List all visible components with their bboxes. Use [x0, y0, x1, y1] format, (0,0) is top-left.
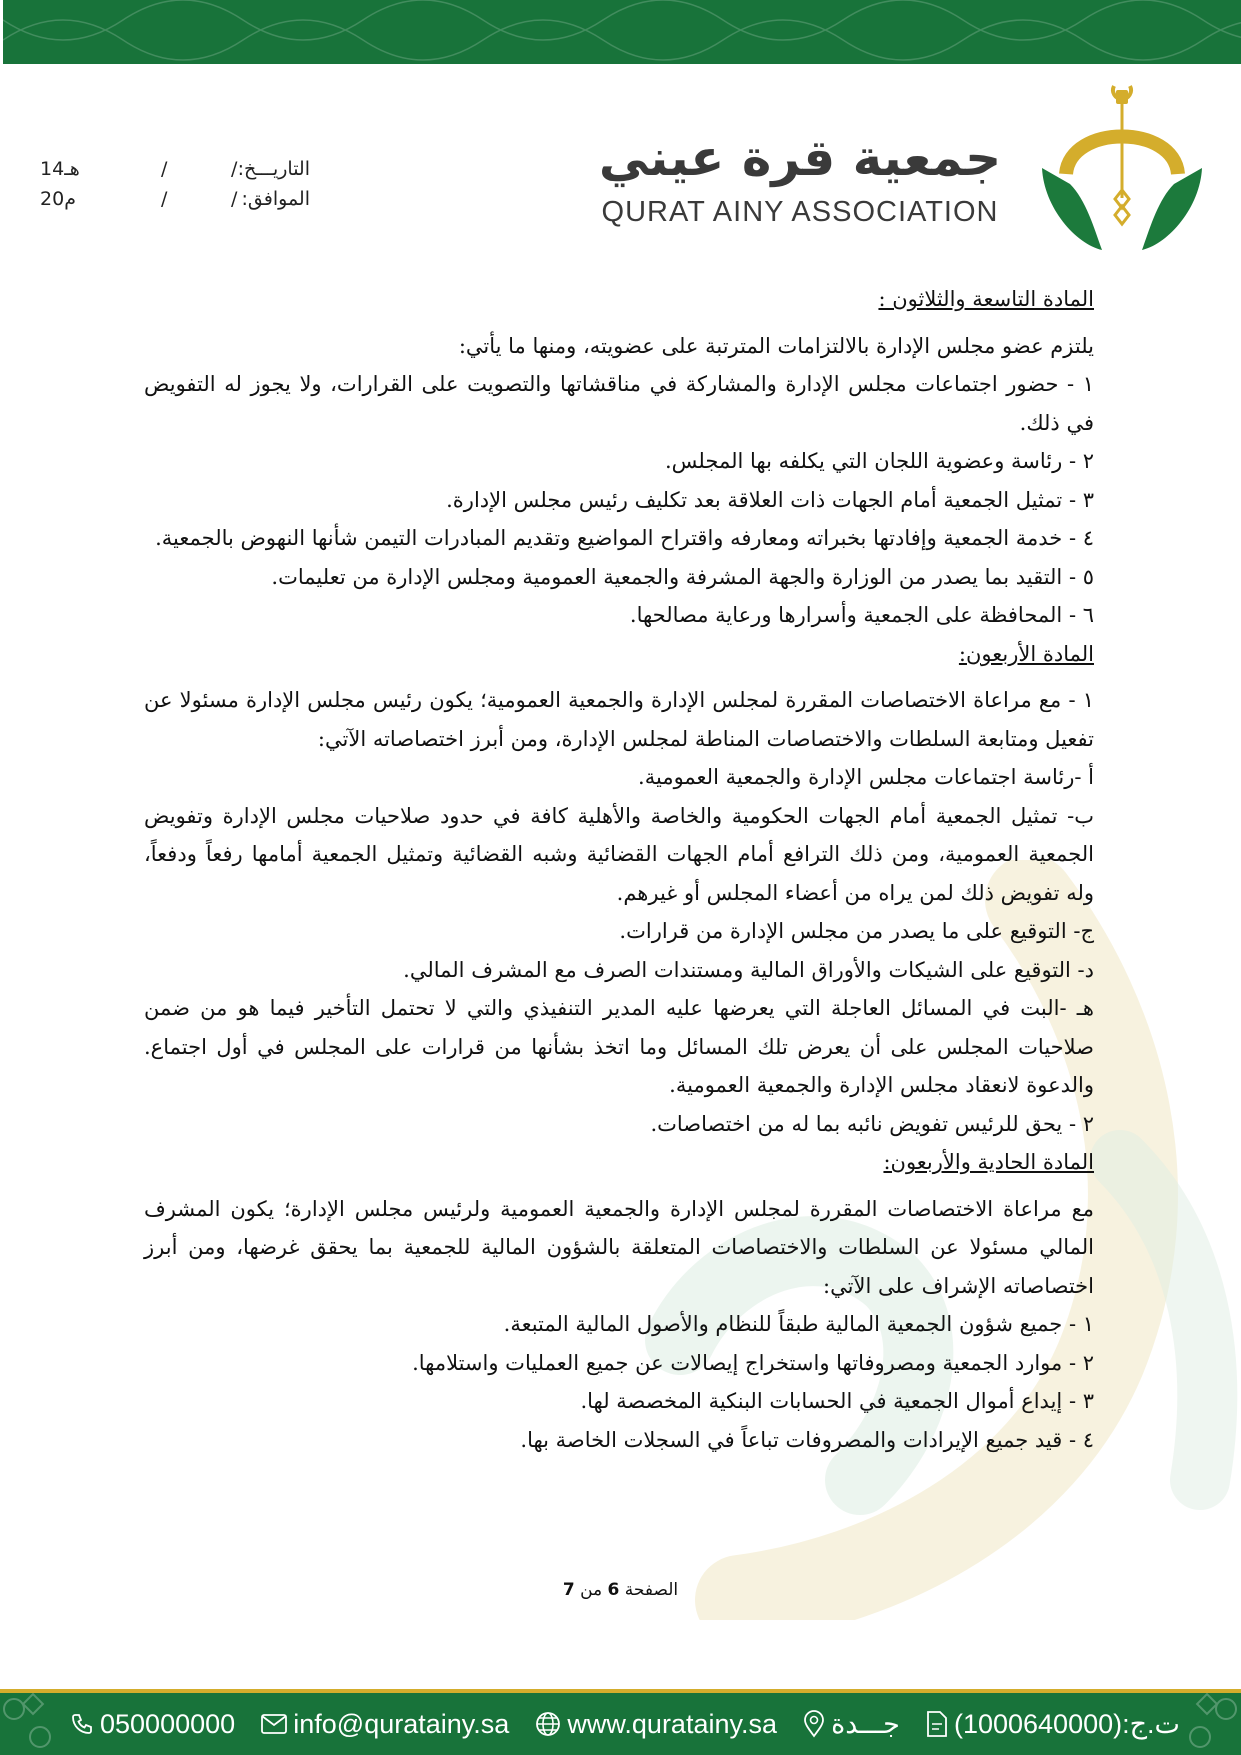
- document-body: [144, 280, 1094, 1459]
- list-item: ١ - مع مراعاة الاختصاصات المقررة لمجلس الإدارة والجمعية العمومية؛ يكون رئيس مجلس الإدارة مسئولا عن تفعيل ومتابعة السلطات والاختصاصات المناطة لمجلس الإدارة، ومن أبرز اختصاصاته الآتي:: [144, 688, 1094, 751]
- footer-location: [803, 1709, 900, 1740]
- page-number: [0, 1580, 1241, 1600]
- footer-email[interactable]: [261, 1709, 509, 1740]
- mail-icon: [261, 1714, 287, 1734]
- list-item: ٤ - خدمة الجمعية وإفادتها بخبراته ومعارفه واقتراح المواضيع وتقديم المبادرات التيمن شأنها النهوض بالجمعية.: [155, 526, 1094, 550]
- footer-pattern-left: [0, 1693, 55, 1755]
- article-41-intro: مع مراعاة الاختصاصات المقررة لمجلس الإدارة والجمعية العمومية ولرئيس مجلس الإدارة؛ يكون المشرف المالي مسئولا عن السلطات والاختصاصات المتعلقة بالشؤون المالية للجمعية بما يحقق غرضها، ومن أبرز اختصاصاته الإشراف على الآتي:: [144, 1196, 1094, 1298]
- location-pin-icon: [803, 1710, 825, 1738]
- gregorian-date-label: الموافق:: [241, 188, 310, 210]
- association-logo: [1036, 78, 1208, 256]
- list-item: ٢ - رئاسة وعضوية اللجان التي يكلفه بها المجلس.: [664, 449, 1094, 473]
- list-item: ٢ - موارد الجمعية ومصروفاتها واستخراج إيصالات عن جميع العمليات واستلامها.: [412, 1350, 1094, 1375]
- footer-pattern-right: [1186, 1693, 1241, 1755]
- list-item: هـ -البت في المسائل العاجلة التي يعرضها عليه المدير التنفيذي والتي لا تحتمل التأخير فيما هو من ضمن صلاحيات المجلس على أن يعرض تلك المسائل وما اتخذ بشأنها من قرارات على المجلس في أول اجتماع. والدعوة لانعقاد مجلس الإدارة والجمعية العمومية.: [144, 996, 1094, 1097]
- globe-icon: [535, 1711, 561, 1737]
- hijri-date-label: التاريـــخ:: [237, 158, 310, 180]
- date-slash: /: [161, 158, 168, 180]
- document-icon: [926, 1710, 948, 1738]
- gregorian-date-row: [40, 188, 310, 218]
- page-total: 7: [562, 1580, 575, 1600]
- footer-bar: [0, 1693, 1241, 1755]
- email-address: info@quratainy.sa: [293, 1708, 510, 1739]
- article-40-heading: المادة الأربعون:: [958, 641, 1094, 666]
- list-item: د- التوقيع على الشيكات والأوراق المالية ومستندات الصرف مع المشرف المالي.: [403, 957, 1094, 982]
- list-item: ٣ - تمثيل الجمعية أمام الجهات ذات العلاقة بعد تكليف رئيس مجلس الإدارة.: [446, 487, 1094, 512]
- city-name: جـــدة: [831, 1708, 900, 1739]
- gregorian-year-suffix: 20م: [40, 188, 76, 210]
- registration-number: (1000640000):ت.ج: [953, 1708, 1180, 1739]
- footer-registration: [926, 1709, 1180, 1740]
- footer-website[interactable]: [535, 1709, 777, 1740]
- brand-name-english: QURAT AINY ASSOCIATION: [601, 196, 999, 228]
- date-slash: /: [231, 158, 238, 180]
- page-word: الصفحة: [624, 1580, 679, 1600]
- phone-icon: [70, 1712, 94, 1736]
- date-slash: /: [161, 188, 168, 210]
- date-slash: /: [231, 188, 238, 210]
- list-item: ٢ - يحق للرئيس تفويض نائبه بما له من اختصاصات.: [650, 1111, 1094, 1136]
- list-item: ج- التوقيع على ما يصدر من مجلس الإدارة من قرارات.: [619, 919, 1094, 943]
- hijri-year-suffix: 14هـ: [40, 158, 80, 180]
- list-item: ١ - جميع شؤون الجمعية المالية طبقاً للنظام والأصول المالية المتبعة.: [503, 1312, 1094, 1336]
- list-item: أ -رئاسة اجتماعات مجلس الإدارة والجمعية العمومية.: [638, 765, 1094, 789]
- list-item: ١ - حضور اجتماعات مجلس الإدارة والمشاركة في مناقشاتها والتصويت على القرارات، ولا يجوز له التفويض في ذلك.: [144, 372, 1094, 435]
- page-of: من: [580, 1580, 603, 1600]
- article-39-intro: يلتزم عضو مجلس الإدارة بالالتزامات المترتبة على عضويته، ومنها ما يأتي:: [458, 333, 1094, 358]
- footer-phone[interactable]: [70, 1709, 235, 1740]
- article-39-heading: المادة التاسعة والثلاثون :: [878, 287, 1094, 311]
- website-url: www.quratainy.sa: [567, 1708, 777, 1739]
- article-41-heading: المادة الحادية والأربعون:: [883, 1150, 1094, 1174]
- date-fields: [40, 158, 310, 218]
- list-item: ٦ - المحافظة على الجمعية وأسرارها ورعاية مصالحها.: [629, 603, 1094, 627]
- phone-number: 050000000: [100, 1708, 236, 1739]
- list-item: ٣ - إيداع أموال الجمعية في الحسابات البنكية المخصصة لها.: [580, 1389, 1094, 1413]
- brand-name-arabic: جمعية قرة عيني: [598, 129, 1002, 187]
- banner-pattern: [3, 0, 1241, 64]
- list-item: ٤ - قيد جميع الإيرادات والمصروفات تباعاً في السجلات الخاصة بها.: [520, 1427, 1094, 1452]
- list-item: ب- تمثيل الجمعية أمام الجهات الحكومية والخاصة والأهلية كافة في حدود صلاحيات مجلس الإدارة وتفويض الجمعية العمومية، ومن ذلك الترافع أمام الجهات القضائية وشبه القضائية وتمثيل الجمعية أمامها رفعاً ودفعاً، وله تفويض ذلك لمن يراه من أعضاء المجلس أو غيرهم.: [144, 803, 1094, 905]
- hijri-date-row: [40, 158, 310, 188]
- page-current: 6: [607, 1580, 620, 1600]
- list-item: ٥ - التقيد بما يصدر من الوزارة والجهة المشرفة والجمعية العمومية ومجلس الإدارة من تعليمات.: [271, 564, 1094, 589]
